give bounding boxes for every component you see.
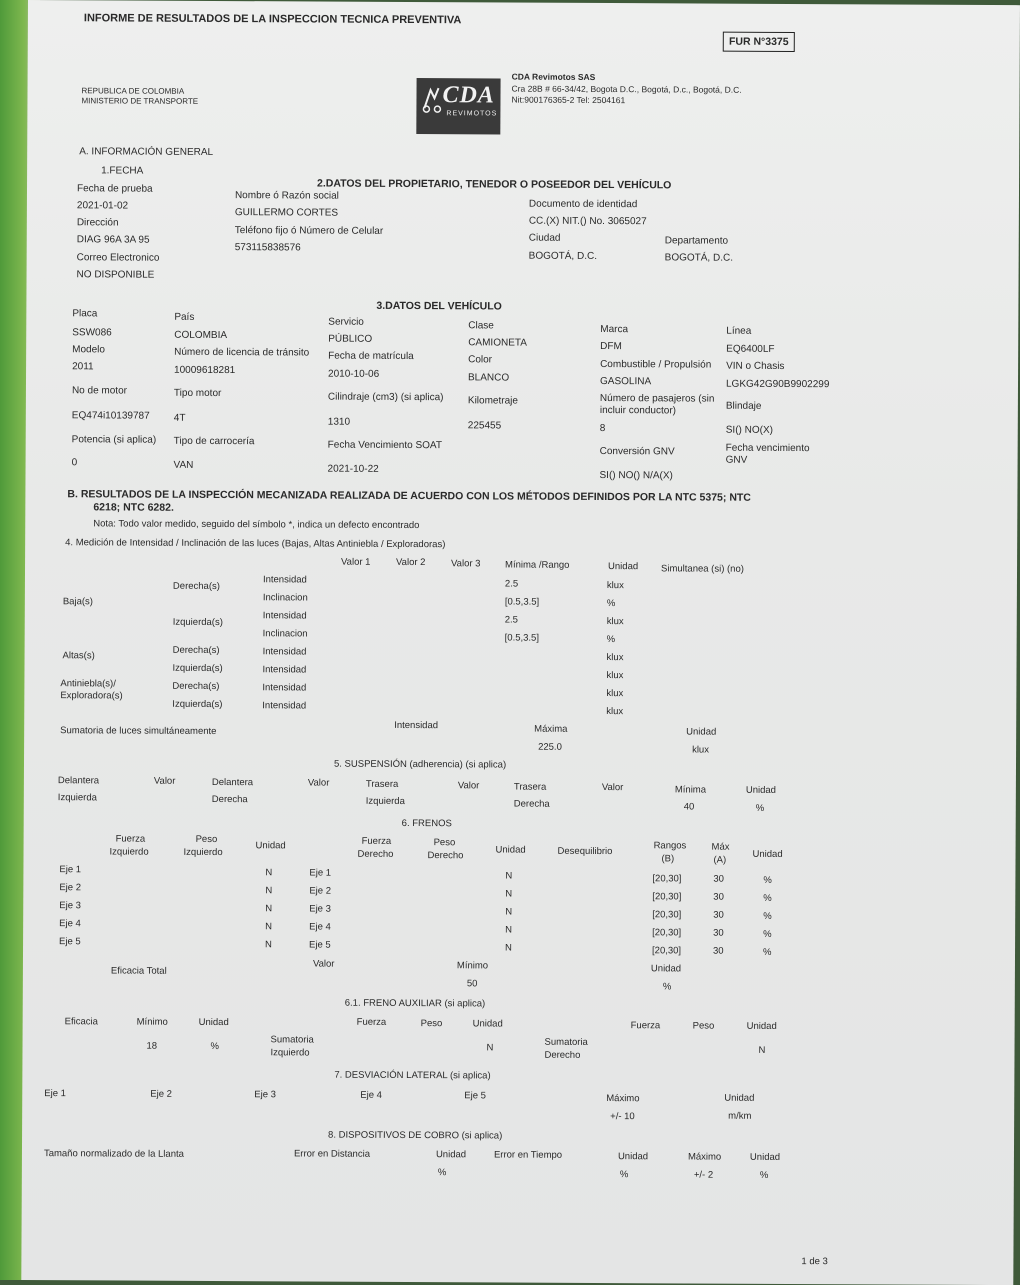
- suspension-del-izq-1: Delantera: [57, 775, 100, 787]
- freno-aux-unidad-2: Unidad: [472, 1018, 503, 1030]
- cobro-unit-2: %: [619, 1169, 629, 1181]
- luces-row-min: [0.5,3.5]: [504, 596, 540, 608]
- frenos-rangos-2: (B): [661, 853, 675, 865]
- freno-aux-sum-izq-2: Izquierdo: [270, 1047, 310, 1059]
- suspension-valor: Valor: [153, 775, 176, 787]
- blindaje-label: Blindaje: [725, 400, 762, 412]
- desviacion-maximo: Máximo: [606, 1093, 640, 1105]
- frenos-rangos-1: Rangos: [653, 840, 687, 852]
- suspension-valor: Valor: [601, 782, 624, 794]
- section-b-title-2: 6218; NTC 6282.: [93, 501, 174, 514]
- suspension-tra-izq-2: Izquierda: [365, 795, 405, 807]
- frenos-unit-der: N: [505, 906, 513, 918]
- frenos-rango: [20,30]: [652, 945, 682, 957]
- logo-strip: [418, 125, 498, 132]
- linea-value: EQ6400LF: [726, 343, 775, 355]
- luces-row-side: Derecha(s): [172, 680, 220, 693]
- gnv-value: SI() NO() N/A(X): [599, 469, 673, 482]
- matricula-label: Fecha de matrícula: [328, 350, 414, 363]
- correo-value: NO DISPONIBLE: [76, 269, 155, 281]
- frenos-unit-izq: N: [265, 903, 273, 915]
- desviacion-eje: Eje 2: [150, 1088, 172, 1100]
- cobro-tamano: Tamaño normalizado de la Llanta: [43, 1148, 184, 1160]
- luces-row-side: Izquierda(s): [172, 662, 223, 675]
- modelo-value: 2011: [72, 361, 94, 373]
- linea-label: Línea: [726, 325, 752, 337]
- luces-row-param: Intensidad: [262, 700, 307, 712]
- freno-aux-fuerza-2: Fuerza: [630, 1020, 661, 1032]
- freno-aux-peso-2: Peso: [692, 1020, 715, 1032]
- luces-row-min: 2.5: [504, 614, 519, 626]
- ciudad-value: BOGOTÁ, D.C.: [528, 250, 598, 262]
- luces-header-simultanea: Simultanea (si) (no): [661, 563, 744, 575]
- pais-label: País: [174, 311, 195, 323]
- suspension-minima-value: 40: [683, 801, 695, 813]
- ciudad-label: Ciudad: [528, 232, 561, 244]
- page-number: 1 de 3: [801, 1256, 828, 1268]
- fur-number: FUR N°3375: [723, 32, 795, 52]
- frenos-pct: %: [763, 874, 772, 886]
- frenos-eje-der: Eje 2: [309, 885, 332, 897]
- frenos-rango: [20,30]: [652, 927, 682, 939]
- frenos-eje-der: Eje 1: [309, 867, 332, 879]
- suspension-unit: %: [755, 802, 765, 814]
- gnv-label: Conversión GNV: [599, 445, 675, 458]
- frenos-unit-der: N: [505, 870, 513, 882]
- frenos-eje-izq: Eje 1: [59, 864, 82, 876]
- frenos-max: 30: [713, 909, 724, 921]
- fecha-title: 1.FECHA: [101, 165, 144, 177]
- carroceria-value: VAN: [173, 459, 194, 471]
- suspension-valor: Valor: [457, 780, 480, 792]
- luces-row-min: [0.5,3.5]: [504, 632, 540, 644]
- freno-aux-fuerza: Fuerza: [356, 1016, 387, 1028]
- luces-row-unit: klux: [606, 652, 624, 664]
- luces-row-unit: klux: [606, 616, 624, 628]
- motor-label: No de motor: [71, 385, 128, 397]
- frenos-eje-izq: Eje 4: [59, 918, 81, 930]
- luces-row-param: Intensidad: [262, 610, 307, 622]
- freno-aux-sum-izq-1: Sumatoria: [270, 1034, 314, 1046]
- matricula-value: 2010-10-06: [328, 368, 380, 380]
- luces-antiniebla-label-2: Exploradora(s): [60, 690, 123, 702]
- soat-value: 2021-10-22: [327, 463, 379, 475]
- luces-row-param: Inclinacion: [262, 628, 308, 640]
- luces-row-param: Intensidad: [262, 664, 307, 676]
- clase-value: CAMIONETA: [468, 337, 527, 349]
- frenos-unit-der: N: [505, 888, 513, 900]
- freno-aux-unidad-3: Unidad: [746, 1020, 777, 1032]
- section-b-note: Nota: Todo valor medido, seguido del símbolo *, indica un defecto encontrado: [93, 518, 420, 532]
- marca-label: Marca: [600, 324, 629, 336]
- luces-baja-label: Baja(s): [62, 596, 93, 608]
- luces-sum-max-value: 225.0: [538, 741, 562, 753]
- telefono-value: 573115838576: [234, 242, 301, 254]
- placa-label: Placa: [72, 308, 98, 320]
- luces-header-valor2: Valor 2: [396, 556, 426, 569]
- suspension-title: 5. SUSPENSIÓN (adherencia) (si aplica): [333, 758, 507, 771]
- direccion-value: DIAG 96A 3A 95: [76, 234, 150, 246]
- frenos-minimo-value: 50: [466, 978, 478, 990]
- suspension-tra-der-1: Trasera: [513, 781, 547, 793]
- frenos-rango: [20,30]: [652, 909, 682, 921]
- direccion-label: Dirección: [76, 217, 119, 229]
- propietario-title: 2.DATOS DEL PROPIETARIO, TENEDOR O POSEEDOR DEL VEHÍCULO: [317, 177, 672, 192]
- frenos-eficacia-total: Eficacia Total: [110, 965, 167, 977]
- frenos-rango: [20,30]: [652, 873, 682, 885]
- luces-row-unit: klux: [606, 670, 624, 682]
- frenos-unit-der: N: [505, 942, 512, 954]
- frenos-pct: %: [763, 928, 772, 940]
- freno-aux-sum-der-2: Derecho: [544, 1049, 581, 1061]
- luces-altas-label: Altas(s): [62, 650, 95, 662]
- vehiculo-title: 3.DATOS DEL VEHÍCULO: [376, 299, 502, 313]
- frenos-unit-izq: N: [265, 867, 273, 879]
- report-title: INFORME DE RESULTADOS DE LA INSPECCION TECNICA PREVENTIVA: [83, 12, 462, 27]
- documento-label: Documento de identidad: [528, 198, 638, 211]
- luces-row-param: Intensidad: [262, 682, 307, 694]
- servicio-value: PÚBLICO: [328, 333, 373, 345]
- blindaje-value: SI() NO(X): [725, 424, 774, 436]
- color-value: BLANCO: [467, 372, 510, 384]
- freno-aux-peso: Peso: [420, 1018, 443, 1030]
- section-b-title-1: B. RESULTADOS DE LA INSPECCIÓN MECANIZADA REALIZADA DE ACUERDO CON LOS MÉTODOS DEFINIDOS POR LA NTC 5375; NTC: [67, 488, 751, 504]
- modelo-label: Modelo: [72, 344, 106, 356]
- frenos-eje-der: Eje 4: [309, 921, 331, 933]
- soat-label: Fecha Vencimiento SOAT: [327, 439, 443, 452]
- kilometraje-value: 225455: [467, 420, 502, 432]
- desviacion-eje: Eje 5: [464, 1090, 486, 1102]
- frenos-pct: %: [763, 910, 772, 922]
- frenos-eje-der: Eje 3: [309, 903, 331, 915]
- luces-header-valor3: Valor 3: [451, 558, 481, 570]
- section-a-title: A. INFORMACIÓN GENERAL: [79, 146, 214, 158]
- cobro-unit-3: %: [759, 1169, 769, 1181]
- documento-value: CC.(X) NIT.() No. 3065027: [528, 215, 647, 228]
- marca-value: DFM: [600, 341, 622, 353]
- frenos-peso-der-1: Peso: [433, 837, 456, 849]
- frenos-fuerza-der-1: Fuerza: [361, 835, 392, 847]
- ministry-line2: MINISTERIO DE TRANSPORTE: [81, 96, 199, 106]
- frenos-unit-total: %: [662, 981, 672, 993]
- frenos-eje-izq: Eje 2: [59, 882, 82, 894]
- frenos-peso-izq-1: Peso: [195, 833, 218, 846]
- frenos-unit-der: N: [505, 924, 513, 936]
- combustible-label: Combustible / Propulsión: [600, 359, 712, 371]
- rider-icon: [420, 84, 442, 114]
- cobro-maximo: Máximo: [687, 1151, 722, 1163]
- luces-row-side: Derecha(s): [172, 580, 220, 593]
- carroceria-label: Tipo de carrocería: [173, 435, 255, 448]
- luces-row-param: Inclinacion: [262, 592, 308, 604]
- luces-row-side: Izquierda(s): [172, 698, 223, 711]
- luces-row-unit: klux: [606, 580, 624, 592]
- company-address: Cra 28B # 66-34/42, Bogota D.C., Bogotá, D.c., Bogotá, D.C.: [511, 83, 742, 95]
- fecha-prueba-value: 2021-01-02: [76, 200, 129, 212]
- cilindraje-value: 1310: [327, 416, 351, 428]
- cobro-unidad-1: Unidad: [435, 1149, 467, 1161]
- luces-title: 4. Medición de Intensidad / Inclinación de las luces (Bajas, Altas Antiniebla / Exploradoras): [65, 537, 446, 551]
- frenos-fuerza-der-2: Derecho: [357, 848, 394, 860]
- freno-aux-unit-izq: N: [486, 1042, 494, 1054]
- luces-sum-unidad: Unidad: [686, 726, 717, 738]
- frenos-unit-izq: N: [265, 939, 272, 951]
- frenos-unidad: Unidad: [255, 840, 286, 852]
- servicio-label: Servicio: [328, 316, 364, 328]
- suspension-unidad: Unidad: [745, 784, 777, 796]
- cda-logo: [416, 78, 500, 134]
- cobro-unidad-2: Unidad: [617, 1151, 649, 1163]
- potencia-value: 0: [71, 457, 78, 469]
- suspension-del-der-2: Derecha: [211, 793, 248, 806]
- departamento-label: Departamento: [664, 235, 729, 247]
- potencia-label: Potencia (si aplica): [71, 434, 157, 446]
- frenos-fuerza-izq-2: Izquierdo: [109, 846, 149, 858]
- frenos-desequilibrio: Desequilibrio: [557, 845, 613, 858]
- fecha-prueba-label: Fecha de prueba: [76, 183, 153, 195]
- frenos-title: 6. FRENOS: [401, 817, 452, 830]
- frenos-unidad-total: Unidad: [650, 963, 682, 975]
- frenos-peso-der-2: Derecho: [427, 850, 464, 862]
- frenos-unit-izq: N: [265, 921, 273, 933]
- freno-aux-unit: %: [210, 1040, 220, 1053]
- freno-aux-unidad: Unidad: [198, 1016, 229, 1029]
- cilindraje-label: Cilindraje (cm3) (si aplica): [327, 391, 444, 404]
- frenos-eje-izq: Eje 5: [59, 936, 81, 948]
- combustible-value: GASOLINA: [599, 376, 652, 388]
- freno-aux-minimo-value: 18: [146, 1040, 158, 1052]
- departamento-value: BOGOTÁ, D.C.: [664, 252, 734, 264]
- frenos-max-2: (A): [713, 854, 727, 866]
- frenos-rango: [20,30]: [652, 891, 682, 903]
- desviacion-unit: m/km: [728, 1110, 752, 1122]
- cobro-title: 8. DISPOSITIVOS DE COBRO (si aplica): [328, 1129, 503, 1142]
- frenos-minimo: Mínimo: [456, 960, 489, 972]
- tipo-motor-label: Tipo motor: [173, 387, 222, 400]
- luces-row-unit: %: [606, 598, 616, 610]
- desviacion-title: 7. DESVIACIÓN LATERAL (si aplica): [334, 1069, 491, 1082]
- frenos-pct: %: [763, 892, 772, 904]
- frenos-max: 30: [713, 873, 725, 885]
- luces-antiniebla-label-1: Antiniebla(s)/: [60, 678, 116, 690]
- suspension-valor: Valor: [307, 777, 330, 789]
- nombre-label: Nombre ó Razón social: [234, 190, 339, 202]
- pais-value: COLOMBIA: [174, 329, 228, 342]
- licencia-value: 10009618281: [174, 364, 236, 377]
- frenos-eje-izq: Eje 3: [59, 900, 81, 912]
- logo-subtext: REVIMOTOS: [446, 110, 498, 118]
- frenos-unidad-pct: Unidad: [752, 848, 783, 860]
- luces-row-param: Intensidad: [262, 646, 307, 658]
- frenos-valor: Valor: [312, 958, 335, 970]
- luces-row-min: 2.5: [504, 578, 519, 590]
- frenos-fuerza-izq-1: Fuerza: [115, 833, 146, 845]
- desviacion-eje: Eje 3: [254, 1089, 276, 1101]
- pasajeros-label-2: incluir conductor): [599, 404, 677, 417]
- vin-value: LGKG42G90B9902299: [725, 378, 830, 391]
- desviacion-eje: Eje 1: [44, 1088, 66, 1100]
- placa-value: SSW086: [72, 327, 112, 339]
- luces-row-param: Intensidad: [262, 574, 307, 586]
- licencia-label: Número de licencia de tránsito: [174, 346, 310, 359]
- frenos-max: 30: [713, 891, 724, 903]
- motor-value: EQ474i10139787: [71, 410, 150, 422]
- kilometraje-label: Kilometraje: [467, 395, 518, 407]
- desviacion-unidad: Unidad: [724, 1092, 755, 1104]
- luces-row-unit: %: [606, 634, 616, 646]
- frenos-peso-izq-2: Izquierdo: [183, 846, 223, 859]
- telefono-label: Teléfono fijo ó Número de Celular: [234, 225, 384, 237]
- luces-sum-unit: klux: [692, 744, 710, 756]
- luces-row-unit: klux: [606, 706, 624, 718]
- luces-sum-intensidad: Intensidad: [394, 719, 439, 732]
- cobro-error-tiempo: Error en Tiempo: [493, 1149, 563, 1161]
- company-name: CDA Revimotos SAS: [511, 71, 596, 82]
- luces-header-minima: Mínima /Rango: [505, 559, 570, 571]
- suspension-minima: Mínima: [674, 784, 707, 796]
- gnv-venc-label-1: Fecha vencimiento: [725, 442, 810, 455]
- freno-aux-unit-der: N: [758, 1044, 766, 1056]
- frenos-pct: %: [762, 946, 772, 958]
- gnv-venc-label-2: GNV: [725, 454, 748, 466]
- vin-label: VIN o Chasis: [726, 360, 785, 372]
- luces-row-side: Derecha(s): [172, 644, 220, 657]
- frenos-eje-der: Eje 5: [309, 939, 331, 951]
- frenos-max: 30: [713, 927, 724, 939]
- frenos-max-1: Máx: [711, 841, 730, 853]
- ministry-line1: REPUBLICA DE COLOMBIA: [81, 86, 185, 96]
- luces-header-unidad: Unidad: [608, 561, 639, 573]
- freno-aux-sum-der-1: Sumatoria: [544, 1036, 588, 1048]
- desviacion-eje: Eje 4: [360, 1089, 382, 1101]
- pasajeros-value: 8: [599, 422, 606, 435]
- frenos-max: 30: [713, 945, 724, 957]
- cobro-unit-1: %: [437, 1167, 447, 1179]
- correo-label: Correo Electronico: [76, 252, 160, 264]
- inspection-report-page: [21, 0, 1020, 1285]
- pasajeros-label-1: Número de pasajeros (sin: [599, 393, 715, 405]
- company-nit: Nit:900176365-2 Tel: 2504161: [511, 94, 626, 106]
- luces-header-valor1: Valor 1: [341, 556, 371, 568]
- suspension-del-izq-2: Izquierda: [57, 792, 97, 804]
- suspension-tra-izq-1: Trasera: [365, 778, 399, 790]
- logo-text: CDA: [442, 82, 495, 109]
- cobro-maximo-value: +/- 2: [693, 1169, 714, 1181]
- nombre-value: GUILLERMO CORTES: [234, 207, 339, 219]
- freno-aux-title: 6.1. FRENO AUXILIAR (si aplica): [344, 997, 486, 1010]
- suspension-tra-der-2: Derecha: [513, 798, 550, 810]
- cobro-error-distancia: Error en Distancia: [293, 1148, 371, 1160]
- color-label: Color: [468, 354, 493, 366]
- suspension-del-der-1: Delantera: [211, 776, 254, 789]
- freno-aux-eficacia: Eficacia: [64, 1016, 98, 1028]
- luces-row-unit: klux: [606, 688, 624, 700]
- frenos-unit-izq: N: [265, 885, 273, 897]
- freno-aux-minimo: Mínimo: [136, 1016, 168, 1028]
- tipo-motor-value: 4T: [173, 412, 186, 424]
- clase-label: Clase: [468, 320, 494, 332]
- luces-sum-label: Sumatoria de luces simultáneamente: [60, 725, 217, 737]
- luces-row-side: Izquierda(s): [172, 616, 223, 629]
- desviacion-maximo-value: +/- 10: [610, 1111, 635, 1123]
- cobro-unidad-3: Unidad: [749, 1151, 781, 1163]
- frenos-unidad-der: Unidad: [495, 844, 526, 856]
- luces-sum-maxima: Máxima: [534, 723, 568, 735]
